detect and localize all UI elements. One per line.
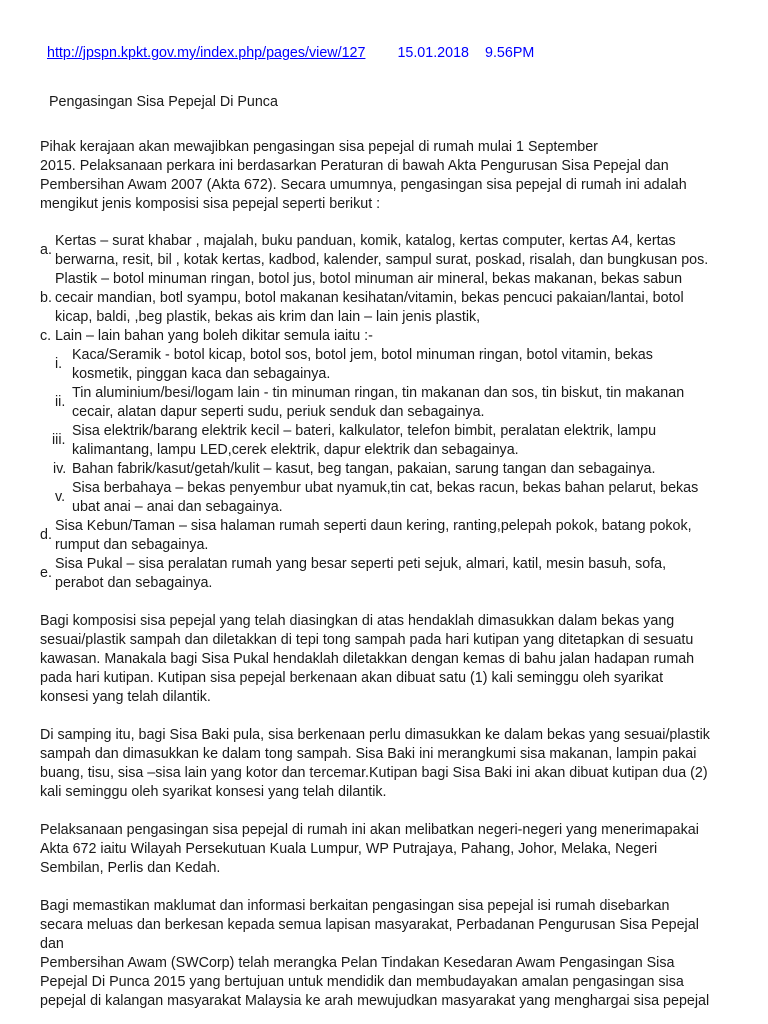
text-line: sampah dan dimasukkan ke dalam tong sampah. Sisa Baki ini merangkumi sisa makanan, lampin pakai (40, 746, 697, 762)
body-paragraph-states (40, 821, 720, 878)
text-line: kicap, baldi, ,beg plastik, bekas ais krim dan lain – lain jenis plastik, (55, 309, 481, 325)
sub-item-electronic (40, 422, 720, 460)
text-line: pepejal di kalangan masyarakat Malaysia ke arah mewujudkan masyarakat yang menghargai sisa pepejal (40, 993, 710, 1009)
waste-category-list (40, 232, 720, 593)
body-paragraph-collection (40, 612, 720, 707)
text-line: berwarna, resit, bil , kotak kertas, kadbod, kalender, sampul surat, poskad, risalah, dan bungkusan pos. (55, 252, 709, 268)
text-line: Pelaksanaan pengasingan sisa pepejal di rumah ini akan melibatkan negeri-negeri yang menerimapakai (40, 822, 699, 838)
text-line: kawasan. Manakala bagi Sisa Pukal hendaklah diletakkan dengan kemas di bahu jalan hadapan rumah (40, 651, 695, 667)
text-line: Pembersihan Awam 2007 (Akta 672). Secara umumnya, pengasingan sisa pepejal di rumah ini adalah (40, 177, 687, 193)
text-line: kosmetik, pinggan kaca dan sebagainya. (72, 366, 331, 382)
list-marker: a. (40, 242, 52, 258)
text-line: pada hari kutipan. Kutipan sisa pepejal berkenaan akan dibuat satu (1) kali seminggu oleh syarikat (40, 670, 664, 686)
body-paragraph-awareness-plan (40, 897, 720, 1011)
text-line: perabot dan sebagainya. (55, 575, 213, 591)
text-line: konsesi yang telah dilantik. (40, 689, 211, 705)
text-line: cecair mandian, botl syampu, botol makanan kesihatan/vitamin, bekas pencuci pakaian/lantai, botol (55, 290, 684, 306)
list-marker: iv. (53, 461, 67, 477)
text-line: Pepejal Di Punca 2015 yang bertujuan untuk mendidik dan membudayakan amalan pengasingan sisa (40, 974, 684, 990)
capture-date: 15.01.2018 (397, 45, 469, 61)
list-item-paper (40, 232, 720, 270)
text-line: Bagi memastikan maklumat dan informasi berkaitan pengasingan sisa pepejal isi rumah disebarkan (40, 898, 670, 914)
text-line: Akta 672 iaitu Wilayah Persekutuan Kuala Lumpur, WP Putrajaya, Pahang, Johor, Melaka, Negeri (40, 841, 658, 857)
list-marker: iii. (52, 432, 66, 448)
text-line: Bagi komposisi sisa pepejal yang telah diasingkan di atas hendaklah dimasukkan dalam bekas yang (40, 613, 675, 629)
text-line: Kertas – surat khabar , majalah, buku panduan, komik, katalog, kertas computer, kertas A4, kertas (55, 233, 676, 249)
sub-item-metal (40, 384, 720, 422)
list-item-other-recyclables (40, 327, 720, 346)
sub-item-glass (40, 346, 720, 384)
sub-item-fabric (40, 460, 720, 479)
document-header (47, 44, 534, 63)
text-line: Sisa Pukal – sisa peralatan rumah yang besar seperti peti sejuk, almari, katil, mesin basuh, sofa, (55, 556, 667, 572)
document-title: Pengasingan Sisa Pepejal Di Punca (49, 94, 278, 110)
list-marker: e. (40, 565, 52, 581)
text-line: 2015. Pelaksanaan perkara ini berdasarkan Peraturan di bawah Akta Pengurusan Sisa Pepejal dan (40, 158, 669, 174)
list-marker: b. (40, 290, 52, 306)
document-body (40, 138, 720, 1011)
text-line: cecair, alatan dapur seperti sudu, periuk senduk dan sebagainya. (72, 404, 485, 420)
text-line: kali seminggu oleh syarikat konsesi yang telah dilantik. (40, 784, 387, 800)
text-line: Pihak kerajaan akan mewajibkan pengasingan sisa pepejal di rumah mulai 1 September (40, 139, 598, 155)
list-marker: i. (55, 356, 63, 372)
source-url-link[interactable]: http://jpspn.kpkt.gov.my/index.php/pages/view/127 (47, 45, 366, 61)
list-marker: c. (40, 328, 52, 344)
text-line: Kaca/Seramik - botol kicap, botol sos, botol jem, botol minuman ringan, botol vitamin, bekas (72, 347, 653, 363)
text-line: Bahan fabrik/kasut/getah/kulit – kasut, beg tangan, pakaian, sarung tangan dan sebagainya. (72, 461, 656, 477)
list-item-garden (40, 517, 720, 555)
text-line: Tin aluminium/besi/logam lain - tin minuman ringan, tin makanan dan sos, tin biskut, tin makanan (72, 385, 685, 401)
text-line: Lain – lain bahan yang boleh dikitar semula iaitu :- (55, 328, 373, 344)
text-line: sesuai/plastik sampah dan diletakkan di tepi tong sampah pada hari kutipan yang ditetapkan di sesuatu (40, 632, 694, 648)
text-line: secara meluas dan berkesan kepada semua lapisan masyarakat, Perbadanan Pengurusan Sisa Pepejal dan (40, 917, 699, 952)
text-line: Sisa berbahaya – bekas penyembur ubat nyamuk,tin cat, bekas racun, bekas bahan pelarut, bekas (72, 480, 699, 496)
list-item-plastic (40, 270, 720, 327)
text-line: Pembersihan Awam (SWCorp) telah merangka Pelan Tindakan Kesedaran Awam Pengasingan Sisa (40, 955, 675, 971)
text-line: rumput dan sebagainya. (55, 537, 209, 553)
list-marker: v. (55, 489, 66, 505)
text-line: Sembilan, Perlis dan Kedah. (40, 860, 221, 876)
intro-paragraph (40, 138, 720, 214)
sub-item-hazardous (40, 479, 720, 517)
text-line: Sisa elektrik/barang elektrik kecil – bateri, kalkulator, telefon bimbit, peralatan elektrik, lampu (72, 423, 657, 439)
list-item-bulky (40, 555, 720, 593)
list-marker: d. (40, 527, 52, 543)
text-line: mengikut jenis komposisi sisa pepejal seperti berikut : (40, 196, 381, 212)
text-line: Sisa Kebun/Taman – sisa halaman rumah seperti daun kering, ranting,pelepah pokok, batang pokok, (55, 518, 692, 534)
text-line: Plastik – botol minuman ringan, botol jus, botol minuman air mineral, bekas makanan, bekas sabun (55, 271, 683, 287)
text-line: Di samping itu, bagi Sisa Baki pula, sisa berkenaan perlu dimasukkan ke dalam bekas yang sesuai/plastik (40, 727, 710, 743)
text-line: kalimantang, lampu LED,cerek elektrik, dapur elektrik dan sebagainya. (72, 442, 519, 458)
list-marker: ii. (55, 394, 66, 410)
body-paragraph-residual-waste (40, 726, 720, 802)
text-line: ubat anai – anai dan sebagainya. (72, 499, 283, 515)
capture-time: 9.56PM (485, 45, 535, 61)
text-line: buang, tisu, sisa –sisa lain yang kotor dan tercemar.Kutipan bagi Sisa Baki ini akan dibuat kutipan dua (2) (40, 765, 708, 781)
